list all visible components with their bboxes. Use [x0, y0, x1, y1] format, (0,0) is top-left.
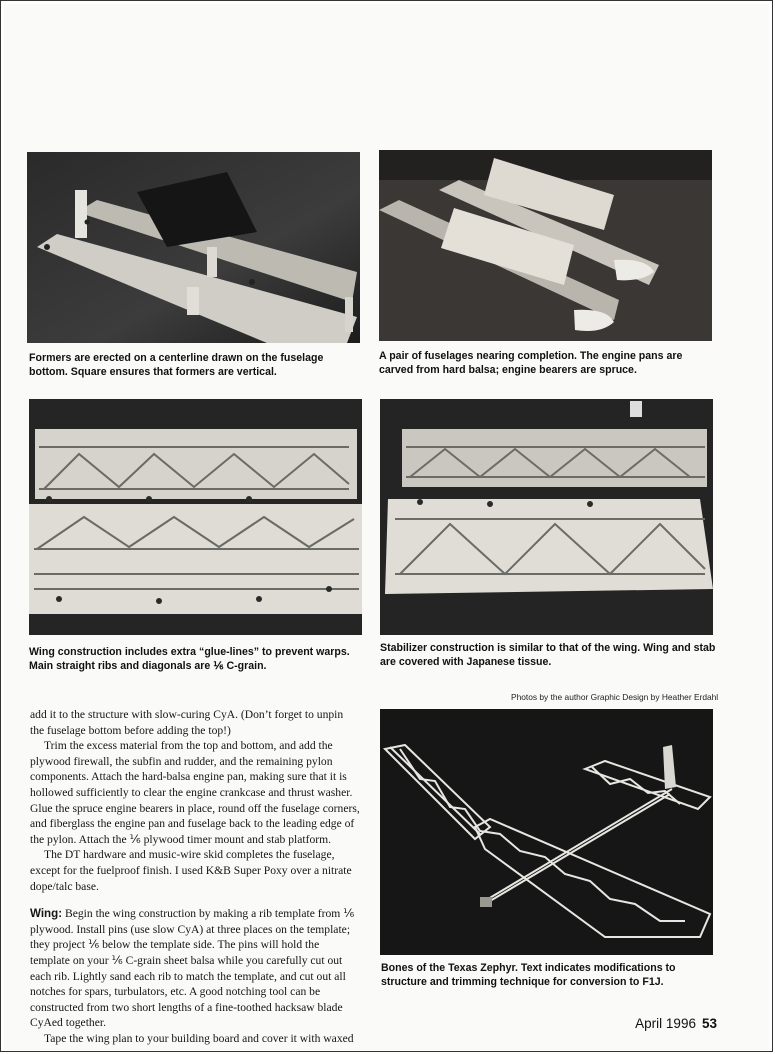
article-body: [30, 707, 360, 1046]
fuselages-photo: [379, 150, 712, 341]
issue-date: April 1996: [635, 1016, 696, 1031]
wing-section-paragraph: [30, 906, 360, 1031]
photo-credits: Photos by the author Graphic Design by Heather Erdahl: [511, 692, 719, 702]
stabilizer-photo: [380, 399, 713, 635]
body-paragraph: Tape the wing plan to your building board and cover it with waxed: [44, 1031, 354, 1045]
wing-caption: Wing construction includes extra “glue-lines” to prevent warps. Main straight ribs and diagonals are ⅙ C-grain.: [29, 646, 350, 672]
body-paragraph: Trim the excess material from the top and bottom, and add the plywood firewall, the subfin and rudder, and the remaining pylon components. Attach the hard-balsa engine pan, making sure that it is hollowed sufficiently to clear the engine crankcase and thrust washer. Glue the spruce engine bearers in place, round off the fuselage corners, and fiberglass the engine pan and fuselage back to the leading edge of the pylon. Attach the ⅙ plywood timer mount and stab platform.: [30, 739, 360, 846]
zephyr-caption: Bones of the Texas Zephyr. Text indicates modifications to structure and trimming technique for conversion to F1J.: [381, 962, 676, 988]
body-paragraph: The DT hardware and music-wire skid completes the fuselage, except for the fuelproof finish. I used K&B Super Poxy over a nitrate dope/talc base.: [30, 848, 352, 893]
page-folio: [635, 1016, 717, 1031]
formers-caption: Formers are erected on a centerline drawn on the fuselage bottom. Square ensures that formers are vertical.: [29, 352, 324, 378]
body-paragraph: add it to the structure with slow-curing CyA. (Don’t forget to unpin the fuselage bottom before adding the top!): [30, 708, 344, 737]
wing-section-text: Begin the wing construction by making a rib template from ⅙ plywood. Install pins (use slow CyA) at three places on the template; they project ⅙ below the template side. The pins will hold the template on your ⅙ C-grain sheet balsa while you carefully cut out each rib. Lightly sand each rib to match the template, and cut out all notches for spars, turbulators, etc. A good notching tool can be constructed from two short lengths of a fine-toothed hacksaw blade CyAed together.: [30, 907, 355, 1030]
page-number: 53: [701, 1016, 717, 1031]
wing-section-heading: Wing:: [30, 907, 63, 921]
wing-construction-photo: [29, 399, 362, 635]
texas-zephyr-photo: [380, 709, 713, 955]
stabilizer-caption: Stabilizer construction is similar to that of the wing. Wing and stab are covered with Japanese tissue.: [380, 642, 716, 668]
formers-photo: [27, 152, 360, 343]
fuselages-caption: A pair of fuselages nearing completion. The engine pans are carved from hard balsa; engine bearers are spruce.: [379, 350, 683, 376]
